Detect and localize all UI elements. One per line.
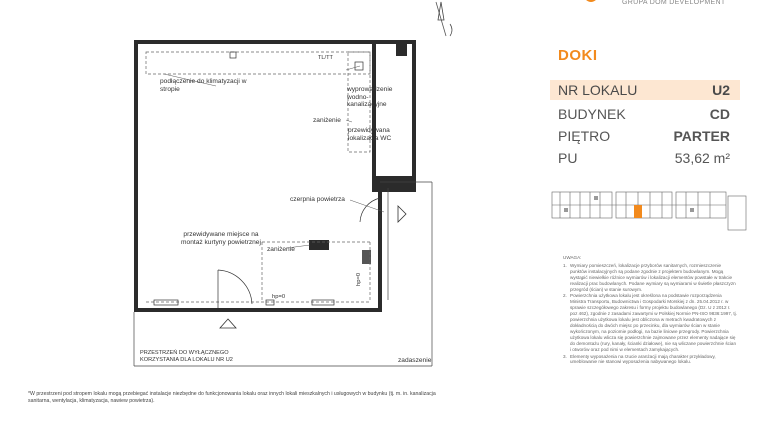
label-exclusive-space: PRZESTRZEŃ DO WYŁĄCZNEGO KORZYSTANIA DLA LOKALU NR U2 xyxy=(140,350,233,363)
label-hp-bottom: hp=0 xyxy=(272,294,286,300)
row-value: 53,62 m² xyxy=(674,150,730,166)
note-text: Powierzchnia użytkowa lokalu jest określona na podstawie rozporządzenia Ministra Transportu, Budownictwa i Gospodarki Morskiej z dn. 25.04.2012 r. w sprawie szczegółowego zakresu i formy projektu budowlanego (Dz. U z 2012 r. poz 462), zgodnie z zasadami zawartymi w Polskiej Normie PN-ISO 9836:1997, tj. powierzchnia użytkowa lokalu jest obliczona w metrach kwadratowych z dokładnością do dwóch miejsc po przecinku, dla wymiarów ścian w stanie wykończonym, na poziomie podłogi, na bazie liniowe przegrody. Powierzchnia użytkowa lokalu wlicza się powierzchnie zajmowane przez elementy nadające się do demontażu (rury, kanały, ścianki działowe), nie są wliczane powierzchnie ścian i otworów oraz pod nimi w elementach zamykających. xyxy=(570,293,737,352)
row-label: NR LOKALU xyxy=(558,82,638,98)
row-value: PARTER xyxy=(673,128,730,144)
label-ceiling-lowering-1: zaniżenie xyxy=(313,117,341,124)
note-item xyxy=(563,354,738,366)
note-number: 1. xyxy=(563,262,567,268)
note-text: Wymiary pomieszczeń, lokalizacje przyborów sanitarnych, rozmieszczenie punktów instalacyjnych są podane zgodnie z projektem budowlanym. Mogą wystąpić niewielkie różnice wymiarów i lokalizacji elementów powstałe w trakcie realizacji prac budowlanych. Podane wymiary są wymiarami w świetle płaszczyzn przegród (ścian) w stanie surowym. xyxy=(570,262,736,292)
row-unit-number xyxy=(550,80,740,100)
note-text: Elementy wyposażenia na rzucie aranżacji mają charakter przykładowy, umeblowanie nie stanowi wyposażenia nabywanego lokalu. xyxy=(570,353,716,365)
notes xyxy=(563,255,738,366)
brand-logo-icon xyxy=(576,0,606,16)
row-floor xyxy=(550,126,740,146)
label-water-drains: wyprowadzenie wodno- kanalizacyjne xyxy=(347,86,393,109)
notes-heading: UWAGA: xyxy=(563,255,582,260)
footnote: *W przestrzeni pod stropem lokalu mogą przebiegać instalacje niezbędne do funkcjonowania lokalu oraz innych lokali mieszkalnych i usługowych w budynku (tj. m. in. kanalizacja sanitarna, wentylacja, klimatyzacja, nawiew powietrza). xyxy=(28,391,436,404)
row-area xyxy=(550,148,740,168)
note-item xyxy=(563,263,738,293)
label-air-curtain: przewidywane miejsce na montaż kurtyny powietrznej xyxy=(181,231,261,246)
row-value: U2 xyxy=(712,82,730,98)
label-ceiling-lowering-2: zaniżenie xyxy=(267,246,295,253)
label-wc-location: przewidywana lokalizacja WC xyxy=(348,127,392,142)
label-hp-vertical: hp=0 xyxy=(356,272,362,286)
label-tl-tt: TL/TT xyxy=(318,55,333,61)
label-canopy: zadaszenie xyxy=(398,357,432,364)
label-climate-connection: podłączenie do klimatyzacji w stropie xyxy=(160,78,247,93)
row-value: CD xyxy=(709,106,730,122)
investment-title: DOKI xyxy=(558,47,598,64)
key-plan xyxy=(550,186,750,236)
brand-name: GRUPA DOM DEVELOPMENT xyxy=(622,0,726,6)
note-number: 3. xyxy=(563,353,567,359)
row-label: PIĘTRO xyxy=(558,128,611,144)
note-number: 2. xyxy=(563,293,567,299)
row-label: PU xyxy=(558,150,578,166)
row-building xyxy=(550,104,740,124)
row-label: BUDYNEK xyxy=(558,106,626,122)
label-air-intake: czerpnia powietrza xyxy=(290,196,345,203)
note-item xyxy=(563,293,738,352)
